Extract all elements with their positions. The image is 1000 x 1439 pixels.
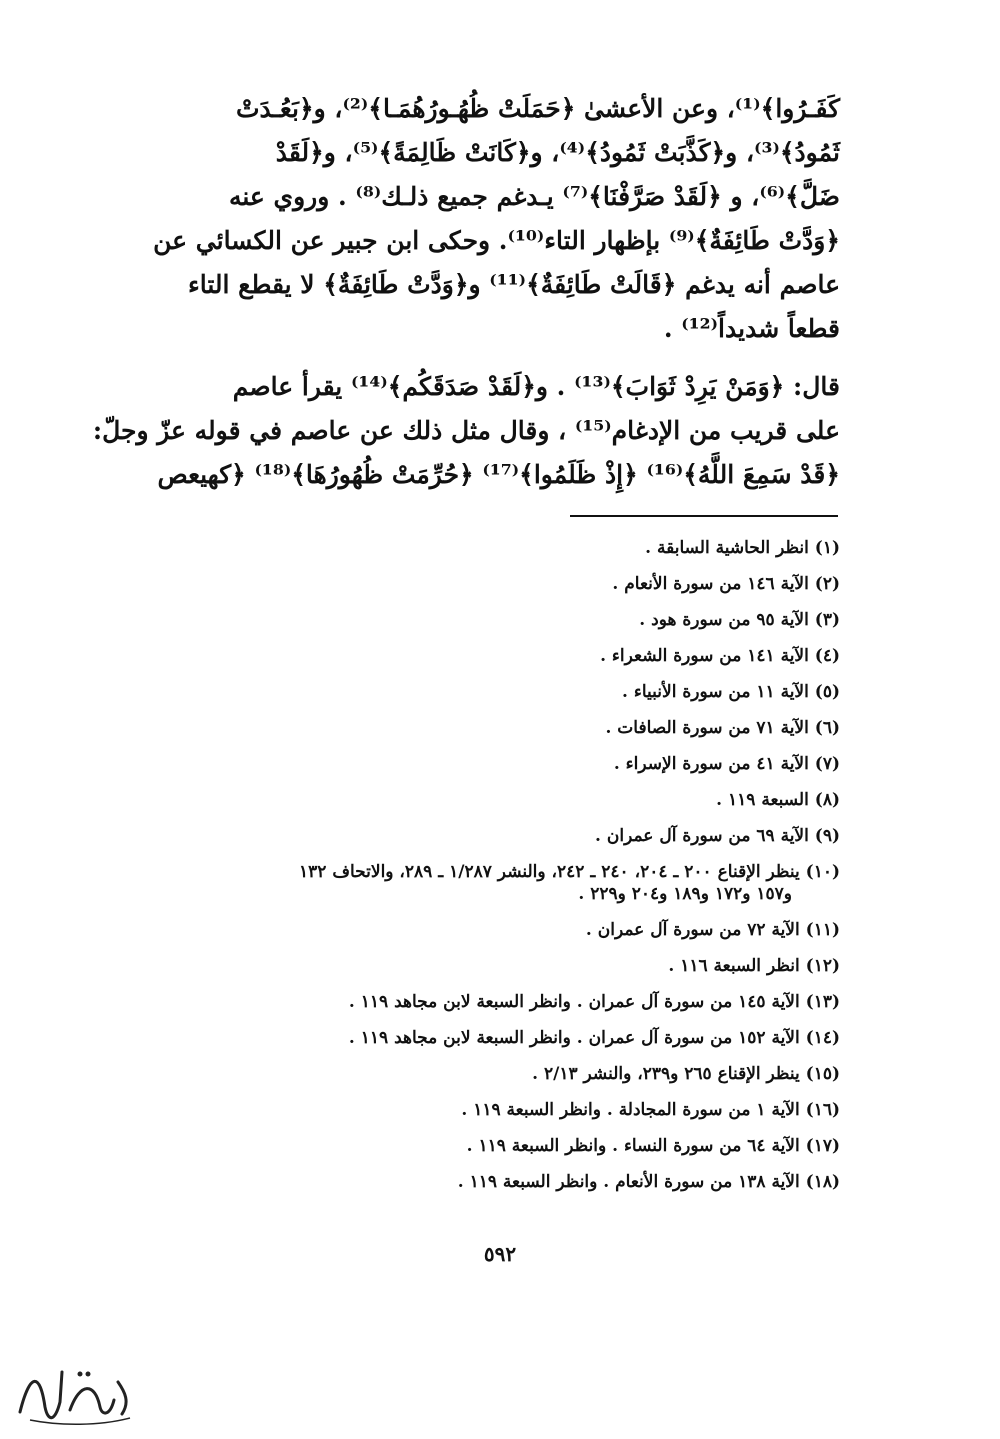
footnote: (٩) الآية ٦٩ من سورة آل عمران . (595, 826, 840, 846)
footnote: (١٦) الآية ١ من سورة المجادلة . وانظر السبعة ١١٩ . (461, 1100, 840, 1120)
footnote: (١٢) انظر السبعة ١١٦ . (668, 956, 840, 976)
footnote: (٨) السبعة ١١٩ . (716, 790, 840, 810)
footnote-divider (570, 515, 838, 517)
footnote: (٥) الآية ١١ من سورة الأنبياء . (622, 682, 840, 702)
footnote: (٢) الآية ١٤٦ من سورة الأنعام . (612, 574, 840, 594)
footnote-continuation: و١٥٧ و١٧٢ و١٨٩ و٢٠٤ و٢٢٩ . (578, 884, 792, 904)
footnotes (140, 537, 840, 1207)
main-text-line: ﴿وَدَّتْ طَائِفَةٌ﴾⁽⁹⁾ بإظهار التاء⁽¹⁰⁾. وحكى ابن جبير عن الكسائي عن (153, 226, 840, 255)
page-number: ٥٩٢ (483, 1242, 517, 1266)
main-text-line: كَفَـرُوا﴾⁽¹⁾، وعن الأعشىٰ ﴿حَمَلَتْ ظُهُـورُهُمَـا﴾⁽²⁾، و﴿بَعُـدَتْ (235, 94, 840, 123)
footnote: (٦) الآية ٧١ من سورة الصافات . (605, 718, 840, 738)
footnote: (١١) الآية ٧٢ من سورة آل عمران . (585, 920, 840, 940)
main-text-line: قال: ﴿وَمَنْ يَرِدْ ثَوَابَ﴾⁽¹³⁾ . و﴿لَقَدْ صَدَقَكُم﴾⁽¹⁴⁾ يقرأ عاصم (232, 372, 840, 401)
main-text-line: ثَمُودُ﴾⁽³⁾، و﴿كَذَّبَتْ ثَمُودُ﴾⁽⁴⁾، و﴿كَانَتْ ظَالِمَةً﴾⁽⁵⁾، و﴿لَقَدْ (275, 138, 840, 167)
footnote: (٧) الآية ٤١ من سورة الإسراء . (613, 754, 840, 774)
footnote: (١٣) الآية ١٤٥ من سورة آل عمران . وانظر السبعة لابن مجاهد ١١٩ . (348, 992, 840, 1012)
main-text-line: عاصم أنه يدغم ﴿قَالَتْ طَائِفَةٌ﴾⁽¹¹⁾ و﴿وَدَّتْ طَائِفَةٌ﴾ لا يقطع التاء (188, 270, 840, 299)
footnote: (١) انظر الحاشية السابقة . (645, 538, 840, 558)
footnote: (٤) الآية ١٤١ من سورة الشعراء . (600, 646, 840, 666)
calligraphy-logo-icon (10, 1352, 140, 1432)
footnote: (١٤) الآية ١٥٢ من سورة آل عمران . وانظر السبعة لابن مجاهد ١١٩ . (348, 1028, 840, 1048)
main-text (92, 88, 840, 498)
footnote: (١٧) الآية ٦٤ من سورة النساء . وانظر السبعة ١١٩ . (466, 1136, 840, 1156)
main-text-line: قطعاً شديداً⁽¹²⁾ . (663, 314, 840, 343)
main-text-line: ﴿قَدْ سَمِعَ اللَّهُ﴾⁽¹⁶⁾ ﴿إِذْ ظَلَمُوا﴾⁽¹⁷⁾ ﴿حُرِّمَتْ ظُهُورُهَا﴾⁽¹⁸⁾ ﴿كهيعص (157, 460, 840, 489)
footnote: (١٥) ينظر الإقناع ٢٦٥ و٢٣٩، والنشر ٢/١٣ . (532, 1064, 840, 1084)
main-text-line: على قريب من الإدغام⁽¹⁵⁾ ، وقال مثل ذلك عن عاصم في قوله عزّ وجلّ: (92, 416, 840, 445)
footnote: (١٨) الآية ١٣٨ من سورة الأنعام . وانظر السبعة ١١٩ . (457, 1172, 840, 1192)
main-text-line: ضَلَّ﴾⁽⁶⁾، و ﴿لَقَدْ صَرَّفْنَا﴾⁽⁷⁾ يـدغم جميع ذلـك⁽⁸⁾ . وروي عنه (228, 182, 840, 211)
footnote: (٣) الآية ٩٥ من سورة هود . (639, 610, 840, 630)
footnote: (١٠) ينظر الإقناع ٢٠٠ ـ ٢٠٤، ٢٤٠ ـ ٢٤٢، والنشر ١/٢٨٧ ـ ٢٨٩، والاتحاف ١٣٢ (299, 862, 840, 882)
